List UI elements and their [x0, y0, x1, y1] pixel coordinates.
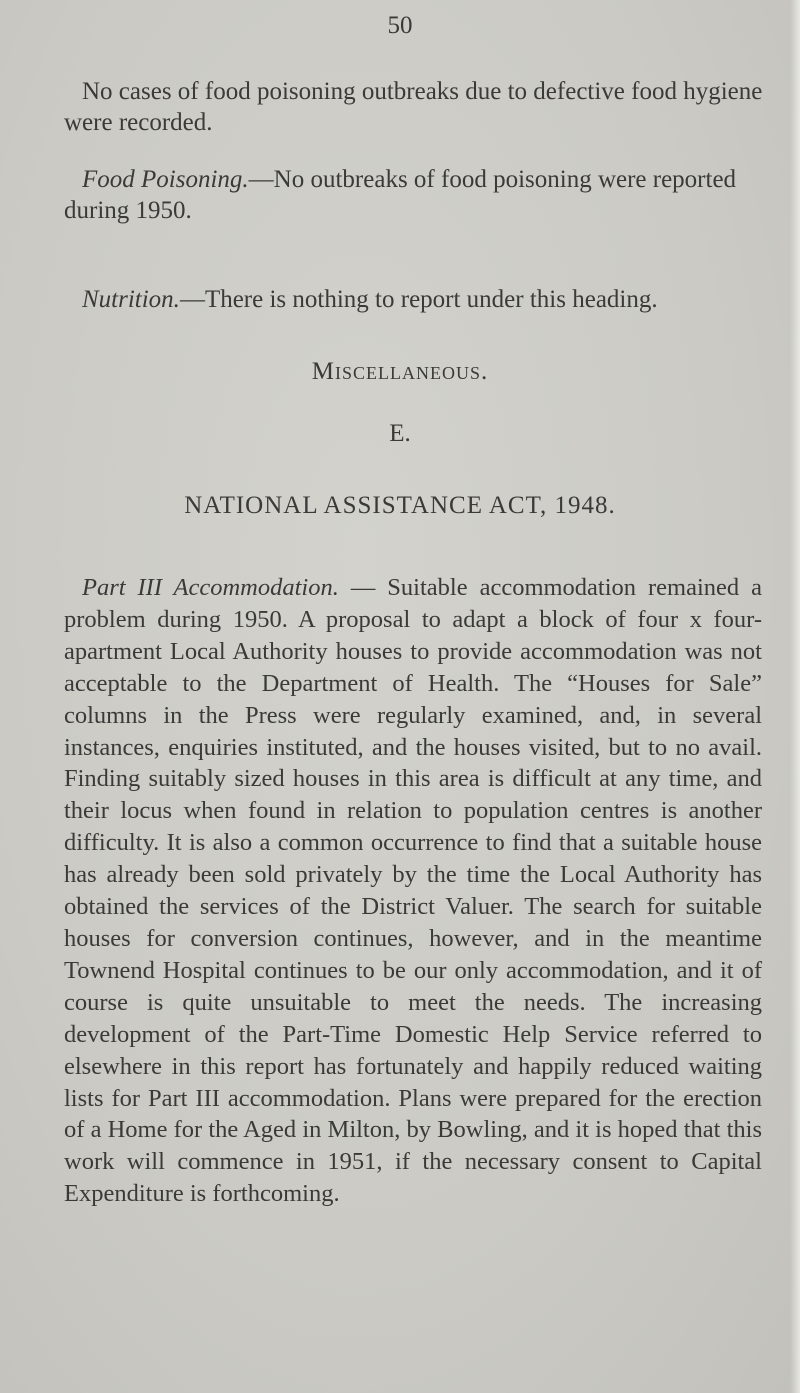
nutrition-heading: Nutrition.: [82, 286, 180, 313]
food-poisoning-heading: Food Poisoning.: [82, 166, 249, 193]
paragraph-food-poisoning: [64, 164, 764, 226]
part-iii-text: — Suitable accommodation remained a problem during 1950. A proposal to adapt a block of four x four-apartment Local Authority houses to provide accommodation was not acceptable to the Department of Health. The “Houses for Sale” columns in the Press were regularly examined, and, in several instances, enquiries instituted, and the houses visited, but to no avail. Finding suitably sized houses in this area is difficult at any time, and their locus when found in relation to population centres is another difficulty. It is also a common occurrence to find that a suitable house has already been sold privately by the time the Local Authority has obtained the services of the District Valuer. The search for suitable houses for conversion continues, however, and in the meantime Townend Hospital continues to be our only accommodation, and it of course is quite unsuitable to meet the needs. The increasing development of the Part-Time Domestic Help Service referred to elsewhere in this report has fortunately and happily reduced waiting lists for Part III accommodation. Plans were prepared for the erection of a Home for the Aged in Milton, by Bowling, and it is hoped that this work will commence in 1951, if the necessary consent to Capital Expenditure is forthcoming.: [64, 574, 762, 1208]
page-edge: [790, 0, 800, 1393]
section-title: Miscellaneous.: [311, 358, 489, 385]
act-title: NATIONAL ASSISTANCE ACT, 1948.: [184, 492, 616, 519]
page-number: 50: [387, 12, 413, 39]
section-letter: E.: [389, 420, 411, 447]
paragraph-nutrition: [64, 284, 764, 315]
paragraph-hygiene: No cases of food poisoning outbreaks due to defective food hygiene were recorded.: [64, 78, 763, 136]
nutrition-text: —There is nothing to report under this heading.: [179, 286, 658, 313]
part-iii-heading: Part III Accommodation.: [82, 574, 339, 601]
paragraph-part-iii: [64, 572, 762, 1210]
food-poisoning-text: —No outbreaks of food poisoning were reported during 1950.: [64, 166, 737, 224]
